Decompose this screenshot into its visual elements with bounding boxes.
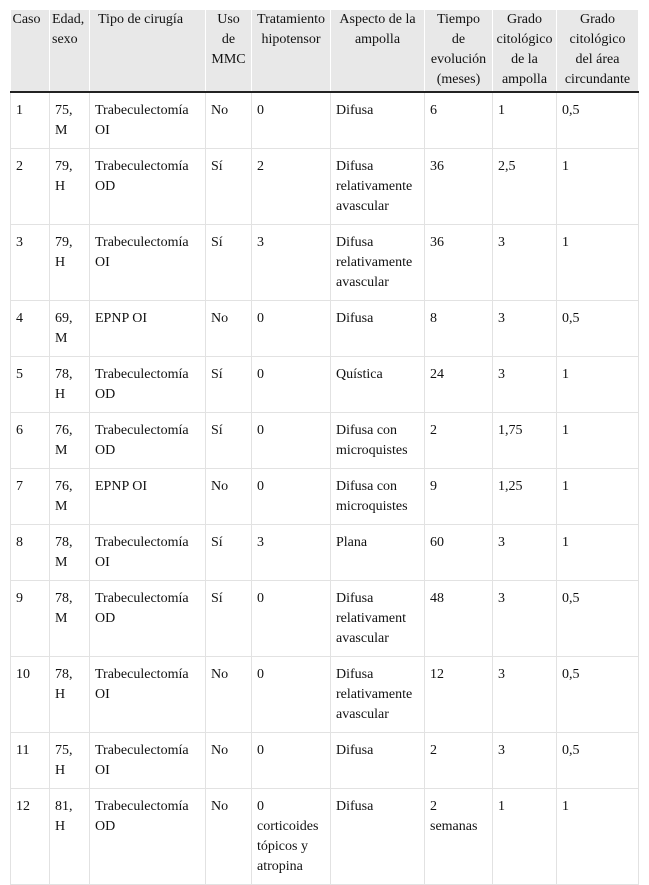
cell-tiempo: 2 [425,733,493,789]
cell-tipo-cirugia: Trabeculectomía OD [90,357,206,413]
cell-tratamiento: 0 corticoides tópicos y atropina [252,789,331,885]
cell-tipo-cirugia: Trabeculectomía OD [90,581,206,657]
cell-grado-ampolla: 1 [493,92,557,149]
table-container [10,10,638,885]
cell-aspecto: Quística [331,357,425,413]
cell-caso: 5 [11,357,50,413]
cell-grado-ampolla: 3 [493,581,557,657]
table-row [11,581,639,657]
header-tiempo-evolucion: Tiempo de evolución (meses) [425,10,493,92]
cell-tratamiento: 0 [252,657,331,733]
cell-grado-area: 1 [557,789,639,885]
cell-aspecto: Difusa con microquistes [331,469,425,525]
cell-tiempo: 9 [425,469,493,525]
cell-grado-area: 1 [557,469,639,525]
cell-grado-area: 0,5 [557,301,639,357]
cell-tratamiento: 0 [252,733,331,789]
cell-aspecto: Plana [331,525,425,581]
cell-tipo-cirugia: EPNP OI [90,301,206,357]
cell-caso: 8 [11,525,50,581]
cell-grado-ampolla: 1,25 [493,469,557,525]
cell-tiempo: 36 [425,149,493,225]
cell-tiempo: 6 [425,92,493,149]
cell-caso: 10 [11,657,50,733]
cell-tiempo: 2 [425,413,493,469]
cell-grado-area: 0,5 [557,92,639,149]
table-row [11,357,639,413]
cell-uso-mmc: Sí [206,225,252,301]
cell-uso-mmc: Sí [206,149,252,225]
cell-aspecto: Difusa relativamente avascular [331,657,425,733]
cell-uso-mmc: No [206,657,252,733]
cell-tipo-cirugia: Trabeculectomía OD [90,413,206,469]
cell-edad-sexo: 78, M [50,525,90,581]
cell-tratamiento: 0 [252,357,331,413]
cell-tiempo: 8 [425,301,493,357]
cell-caso: 7 [11,469,50,525]
cell-aspecto: Difusa [331,301,425,357]
cell-caso: 3 [11,225,50,301]
cell-tiempo: 36 [425,225,493,301]
cell-grado-area: 0,5 [557,581,639,657]
table-row [11,657,639,733]
cell-grado-area: 0,5 [557,657,639,733]
cell-grado-area: 0,5 [557,733,639,789]
cell-aspecto: Difusa con microquistes [331,413,425,469]
header-grado-citologico-area: Grado citológico del área circundante [557,10,639,92]
table-row [11,469,639,525]
header-grado-citologico-ampolla: Grado citológico de la ampolla [493,10,557,92]
cell-grado-ampolla: 3 [493,525,557,581]
table-header [11,10,639,92]
cell-grado-ampolla: 3 [493,733,557,789]
cell-edad-sexo: 79, H [50,225,90,301]
cell-grado-ampolla: 3 [493,357,557,413]
cell-tipo-cirugia: Trabeculectomía OD [90,149,206,225]
cell-tratamiento: 3 [252,225,331,301]
cell-tratamiento: 0 [252,413,331,469]
cell-grado-area: 1 [557,149,639,225]
cell-edad-sexo: 81, H [50,789,90,885]
cell-uso-mmc: Sí [206,581,252,657]
cell-caso: 4 [11,301,50,357]
cell-caso: 9 [11,581,50,657]
cell-edad-sexo: 69, M [50,301,90,357]
table-row [11,149,639,225]
cell-uso-mmc: No [206,92,252,149]
cell-caso: 6 [11,413,50,469]
cell-uso-mmc: No [206,469,252,525]
cell-tratamiento: 0 [252,92,331,149]
cell-caso: 1 [11,92,50,149]
cell-uso-mmc: No [206,789,252,885]
cases-table [10,10,639,885]
cell-tipo-cirugia: Trabeculectomía OI [90,733,206,789]
header-tratamiento-hipotensor: Tratamiento hipotensor [252,10,331,92]
cell-tipo-cirugia: Trabeculectomía OI [90,525,206,581]
cell-grado-area: 1 [557,357,639,413]
header-tipo-cirugia: Tipo de cirugía [90,10,206,92]
cell-aspecto: Difusa relativamente avascular [331,225,425,301]
cell-edad-sexo: 75, H [50,733,90,789]
cell-tipo-cirugia: Trabeculectomía OI [90,657,206,733]
cell-tratamiento: 0 [252,469,331,525]
cell-tratamiento: 3 [252,525,331,581]
cell-uso-mmc: No [206,301,252,357]
header-row [11,10,639,92]
cell-grado-ampolla: 3 [493,301,557,357]
cell-grado-area: 1 [557,413,639,469]
cell-edad-sexo: 76, M [50,413,90,469]
cell-uso-mmc: Sí [206,357,252,413]
cell-edad-sexo: 76, M [50,469,90,525]
table-row [11,301,639,357]
cell-uso-mmc: Sí [206,525,252,581]
table-row [11,789,639,885]
cell-tipo-cirugia: Trabeculectomía OI [90,92,206,149]
cell-aspecto: Difusa relativament avascular [331,581,425,657]
table-row [11,525,639,581]
cell-uso-mmc: Sí [206,413,252,469]
table-body [11,92,639,885]
cell-uso-mmc: No [206,733,252,789]
cell-tiempo: 48 [425,581,493,657]
cell-tipo-cirugia: Trabeculectomía OD [90,789,206,885]
cell-tratamiento: 0 [252,301,331,357]
cell-tratamiento: 0 [252,581,331,657]
table-row [11,92,639,149]
cell-edad-sexo: 78, H [50,657,90,733]
cell-grado-area: 1 [557,525,639,581]
cell-aspecto: Difusa [331,789,425,885]
cell-aspecto: Difusa [331,92,425,149]
cell-edad-sexo: 75, M [50,92,90,149]
header-edad-sexo: Edad, sexo [50,10,90,92]
cell-tiempo: 2 semanas [425,789,493,885]
cell-caso: 2 [11,149,50,225]
cell-grado-ampolla: 1,75 [493,413,557,469]
cell-grado-ampolla: 2,5 [493,149,557,225]
cell-grado-ampolla: 1 [493,789,557,885]
cell-tipo-cirugia: Trabeculectomía OI [90,225,206,301]
table-row [11,733,639,789]
header-caso: Caso [11,10,50,92]
cell-grado-ampolla: 3 [493,657,557,733]
cell-caso: 12 [11,789,50,885]
cell-edad-sexo: 79, H [50,149,90,225]
cell-grado-ampolla: 3 [493,225,557,301]
cell-tiempo: 60 [425,525,493,581]
cell-edad-sexo: 78, M [50,581,90,657]
cell-aspecto: Difusa [331,733,425,789]
cell-caso: 11 [11,733,50,789]
cell-tipo-cirugia: EPNP OI [90,469,206,525]
table-row [11,413,639,469]
header-uso-mmc: Uso de MMC [206,10,252,92]
cell-grado-area: 1 [557,225,639,301]
cell-edad-sexo: 78, H [50,357,90,413]
cell-tiempo: 12 [425,657,493,733]
cell-aspecto: Difusa relativamente avascular [331,149,425,225]
table-row [11,225,639,301]
cell-tratamiento: 2 [252,149,331,225]
header-aspecto-ampolla: Aspecto de la ampolla [331,10,425,92]
cell-tiempo: 24 [425,357,493,413]
